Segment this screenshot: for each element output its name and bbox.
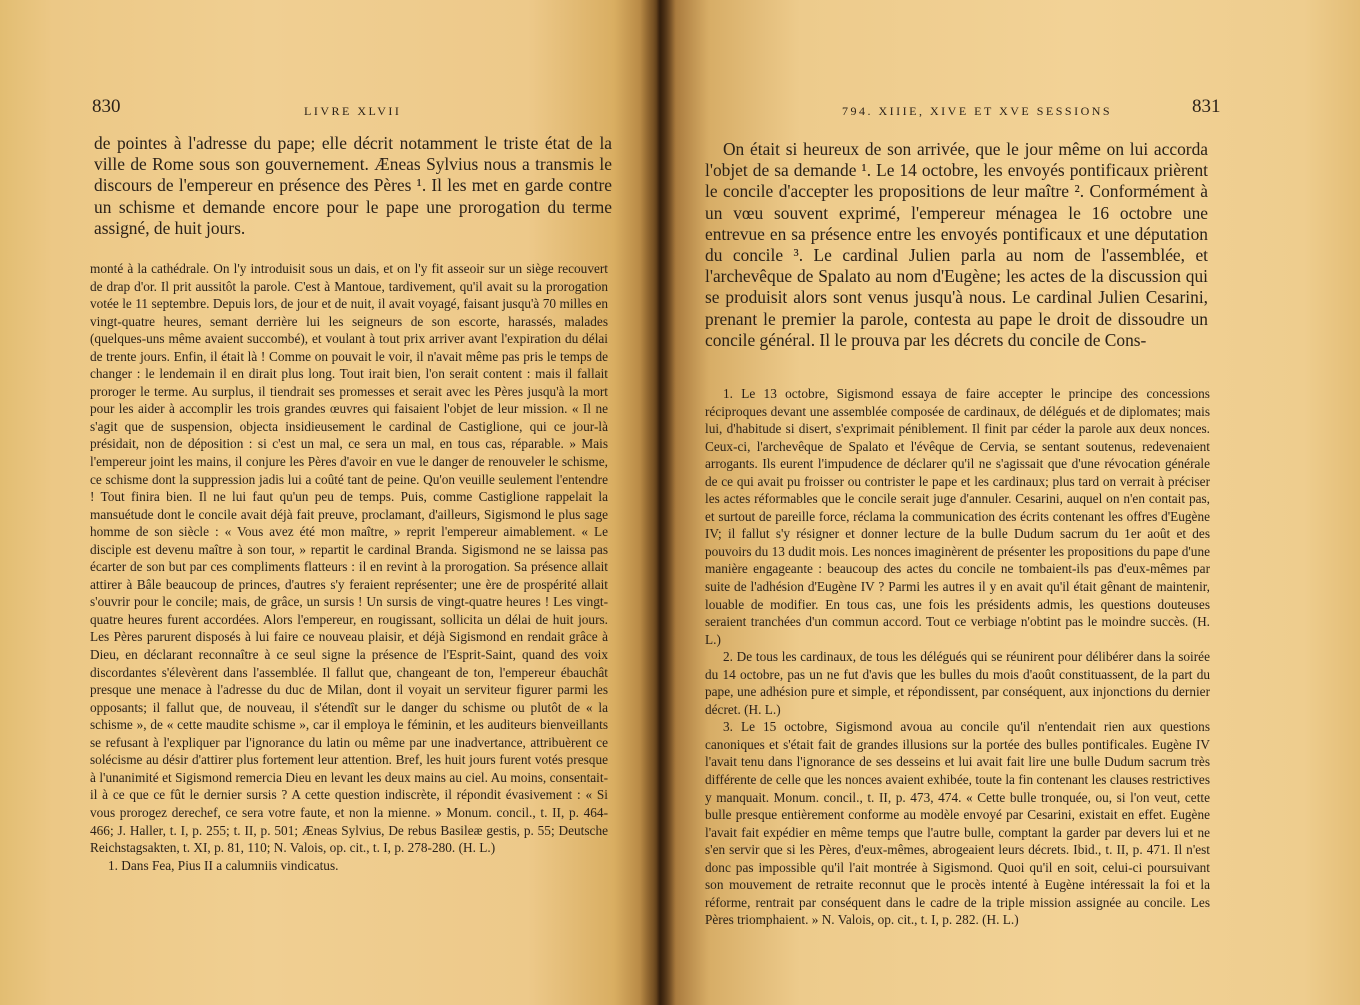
- book-gutter: [640, 0, 676, 1005]
- footnotes: [705, 385, 1210, 929]
- main-text: On était si heureux de son arrivée, que le jour même on lui accorda l'objet de sa demande ¹. Le 14 octobre, les envoyés pontificaux prièrent le concile d'accepter les propositions de leur maître ². Conformément à un vœu souvent exprimé, l'empereur ménagea le 16 octobre une entrevue en sa présence entre les envoyés pontificaux et une députation du concile ³. Le cardinal Julien parla au nom de l'assemblée, et l'archevêque de Spalato au nom d'Eugène; les actes de la discussion qui se produisit alors sont venus jusqu'à nous. Le cardinal Julien Cesarini, prenant le premier la parole, contesta au pape le droit de dissoudre un concile général. Il le prouva par les décrets du concile de Cons-: [705, 139, 1208, 350]
- footnote-3: 3. Le 15 octobre, Sigismond avoua au concile qu'il n'entendait rien aux questions canoniques et s'était fait de grandes illusions sur la portée des bulles pontificales. Eugène IV l'avait tenu dans l'ignorance de ses desseins et lui avait fait lire une bulle Dudum sacrum très différente de celle que les nonces avaient exhibée, toute la fin contenant les clauses restrictives y manquait. Monum. concil., t. II, p. 473, 474. « Cette bulle tronquée, ou, si l'on veut, cette bulle presque entièrement conforme au modèle envoyé par Cesarini, existait en effet. Eugène l'avait fait expédier en même temps que l'autre bulle, comptant la garder par devers lui et ne s'en servir que si les Pères, d'eux-mêmes, abrogeaient leurs décrets. Ibid., t. II, p. 471. Il n'est donc pas impossible qu'il l'ait montrée à Sigismond. Quoi qu'il en soit, celui-ci poursuivant son mouvement de retraite reconnut que le procès intenté à Eugène intéressait la foi et la réforme, rentrait par conséquent dans le cadre de la triple mission assignée au concile. Les Pères triomphaient. » N. Valois, op. cit., t. I, p. 282. (H. L.): [705, 719, 1210, 928]
- footnote-1: 1. Le 13 octobre, Sigismond essaya de faire accepter le principe des concessions réciproques devant une assemblée composée de cardinaux, de délégués et de diplomates; mais lui, d'habitude si disert, s'exprimait péniblement. Il finit par céder la parole aux deux nonces. Ceux-ci, l'archevêque de Spalato et l'évêque de Cervia, se sentant soutenus, redevenaient arrogants. Ils eurent l'impudence de déclarer qu'il ne s'agissait que d'une révocation générale de ce qui avait pu froisser ou contrister le pape et les cardinaux; plus tard on verrait à préciser les actes réformables que le concile serait juge d'annuler. Cesarini, auquel on n'en contait pas, et surtout de pareille force, réclama la communication des écrits contenant les offres d'Eugène IV; il fallut s'y résigner et donner lecture de la bulle Dudum sacrum du 1er août et des pouvoirs du 13 dudit mois. Les nonces imaginèrent de présenter les propositions du pape d'une manière engageante : beaucoup des actes du concile ne tombaient-ils pas d'eux-mêmes par suite de l'adhésion d'Eugène IV ? Parmi les autres il y en avait qu'il était gênant de maintenir, louable de modifier. En tous cas, une fois les présidents admis, les questions douteuses seraient tranchées d'un commun accord. Tout ce verbiage n'obtint pas le moindre succès. (H. L.): [705, 386, 1210, 647]
- footnote-1: 1. Dans Fea, Pius II a calumniis vindicatus.: [108, 857, 339, 873]
- footnote-2: 2. De tous les cardinaux, de tous les délégués qui se réunirent pour délibérer dans la soirée du 14 octobre, pas un ne fut d'avis que les bulles du mois d'août constituassent, de la part du pape, une adhésion pure et simple, et répondissent, par conséquent, aux injonctions du dernier décret. (H. L.): [705, 649, 1210, 717]
- main-text: de pointes à l'adresse du pape; elle décrit notamment le triste état de la ville de Rome sous son gouvernement. Æneas Sylvius nous a transmis le discours de l'empereur en présence des Pères ¹. Il les met en garde contre un schisme et demande encore pour le pape une prorogation du terme assigné, de huit jours.: [94, 133, 612, 238]
- running-head: 794. XIIIE, XIVE ET XVE SESSIONS: [842, 104, 1113, 118]
- footnote-continued-text: monté à la cathédrale. On l'y introduisit sous un dais, et on l'y fit asseoir sur un siège recouvert de drap d'or. Il prit aussitôt la parole. C'est à Mantoue, tardivement, qu'il avait su la prorogation votée le 11 septembre. Depuis lors, de jour et de nuit, il avait voyagé, faisant jusqu'à 70 milles en vingt-quatre heures, semant derrière lui les seigneurs de son escorte, harassés, malades (quelques-uns même avaient succombé), et voulant à tout prix arriver avant l'expiration du délai de trente jours. Enfin, il était là ! Comme on pouvait le voir, il n'avait même pas pris le temps de changer : le lendemain il en dirait plus long. Tout irait bien, l'on serait content : mais il fallait proroger le terme. Au surplus, il tiendrait ses promesses et serait avec les Pères jusqu'à la mort pour les aider à accomplir les trois grandes œuvres qui faisaient l'objet de leur mission. « Il ne s'agit que de suspension, objecta insidieusement le cardinal de Castiglione, qui ce jour-là présidait, non de déposition : si c'est un mal, ce sera un mal, en tous cas, réparable. » Mais l'empereur joint les mains, il conjure les Pères d'avoir en vue le danger de renouveler le schisme, ce schisme dont la suppression jadis lui a coûté tant de peine. Qu'on veuille seulement l'entendre ! Tout finira bien. Il ne lui faut qu'un peu de temps. Puis, comme Castiglione rappelait la mansuétude dont le concile avait déjà fait preuve, proclamant, d'ailleurs, Sigismond le plus sage homme de son siècle : « Vous avez été mon maître, » reprit l'empereur aimablement. « Le disciple est devenu maître à son tour, » repartit le cardinal Branda. Sigismond ne se laissa pas écarter de son but par ces compliments flatteurs : il en revint à la prorogation. Sa présence allait attirer à Bâle beaucoup de princes, d'autres s'y feraient représenter; une ère de prospérité allait s'ouvrir pour le concile; mais, de grâce, un sursis ! Un sursis de vingt-quatre heures ! Les vingt-quatre heures furent accordées. Alors l'empereur, en rougissant, sollicita un délai de huit jours. Les Pères parurent disposés à lui faire ce nouveau plaisir, et déjà Sigismond en rendait grâce à Dieu, en déclarant reconnaître à ce seul signe la présence de l'Esprit-Saint, quand des voix discordantes s'élevèrent dans l'assemblée. Il fallut que, changeant de ton, l'empereur ébauchât presque une menace à l'adresse du duc de Milan, dont il voyait un serviteur figurer parmi les opposants; il fallut que, de nouveau, il s'étendît sur le danger du schisme ou plutôt de « la schisme », de « cette maudite schisme », car il employa le féminin, et les auditeurs bienveillants se refusant à l'expliquer par l'ignorance du latin ou même par une inadvertance, attribuèrent ce solécisme au désir d'attirer plus fortement leur attention. Bref, les huit jours furent votés presque à l'unanimité et Sigismond remercia Dieu en levant les deux mains au ciel. Au moins, consentait-il à ce que ce fût le dernier sursis ? A cette question indiscrète, il répondit évasivement : « Si vous prorogez derechef, ce sera votre faute, et non la mienne. » Monum. concil., t. II, p. 464-466; J. Haller, t. I, p. 255; t. II, p. 501; Æneas Sylvius, De rebus Basileæ gestis, p. 55; Deutsche Reichstagsakten, t. XI, p. 81, 110; N. Valois, op. cit., t. I, p. 278-280. (H. L.): [90, 261, 608, 856]
- left-page: [0, 0, 660, 1005]
- running-head: LIVRE XLVII: [304, 104, 402, 118]
- page-number: 831: [1192, 96, 1221, 117]
- footnote-continuation: [90, 260, 608, 874]
- page-number: 830: [92, 96, 121, 117]
- right-page: [660, 0, 1360, 1005]
